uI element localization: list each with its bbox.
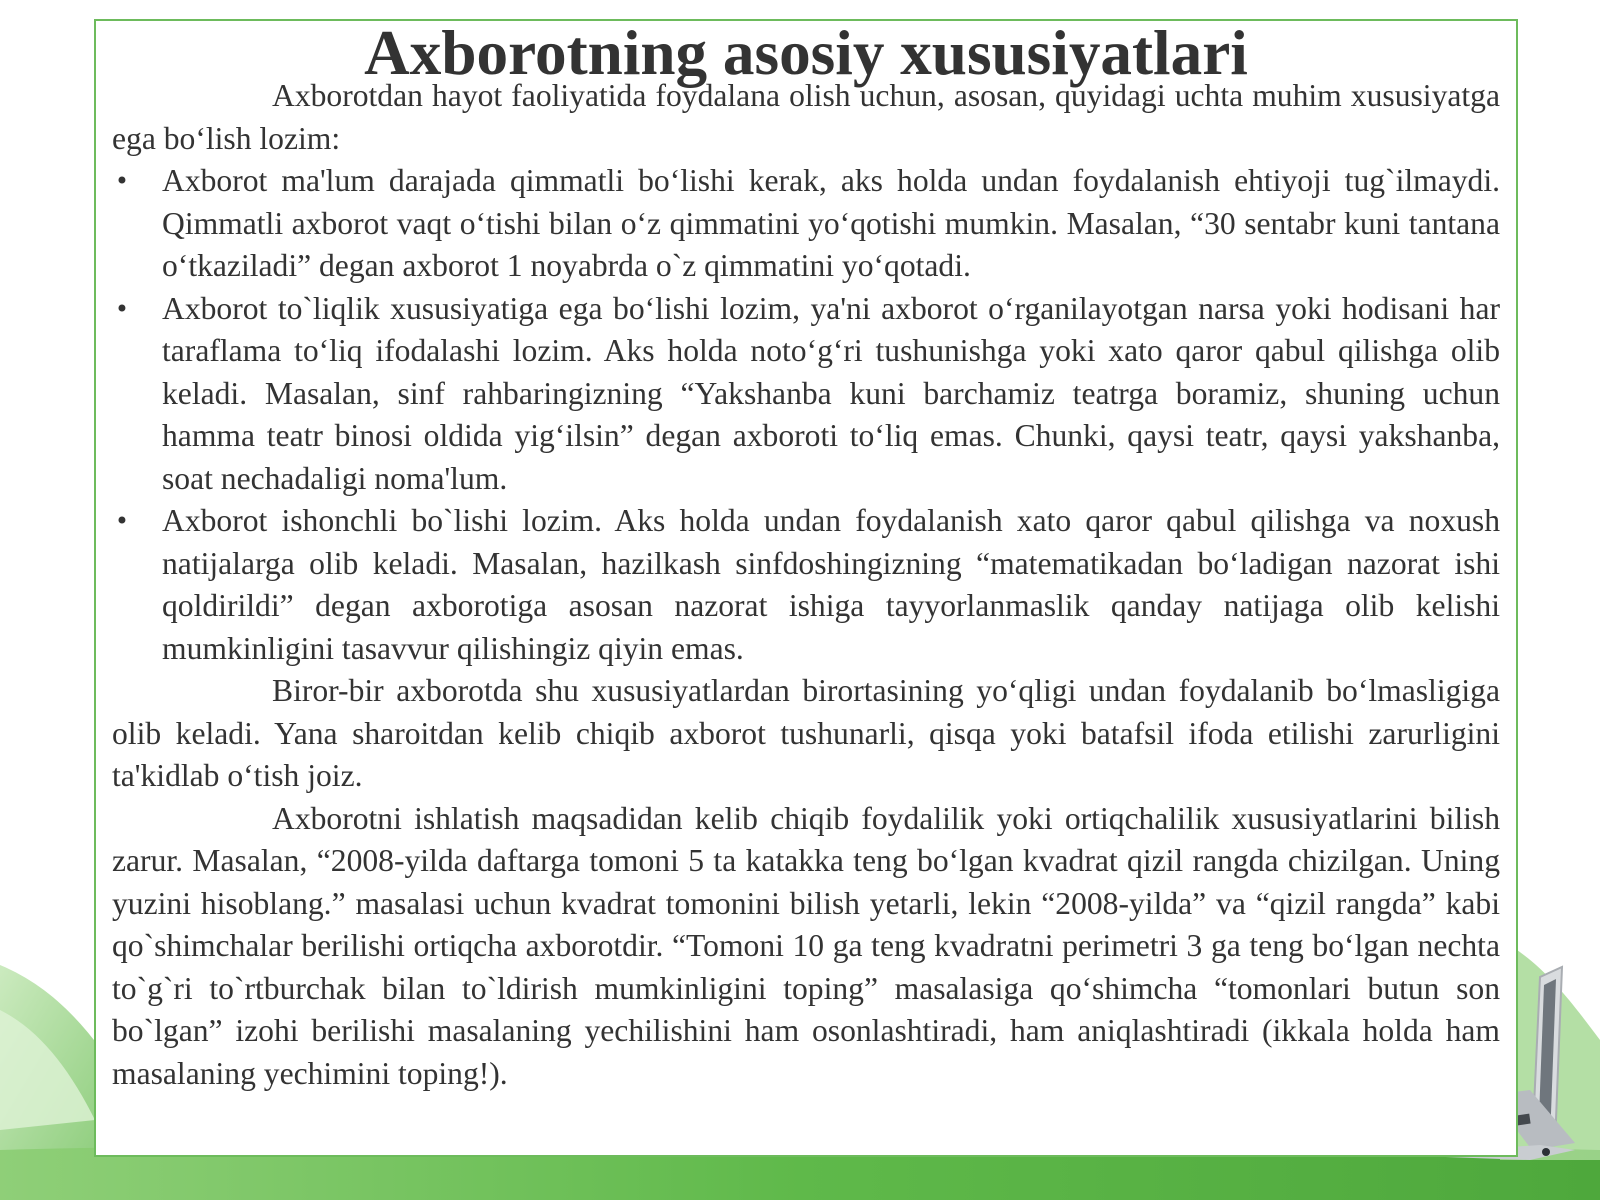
text-frame — [94, 19, 1518, 1157]
bullet-icon: • — [114, 294, 130, 323]
list-item — [112, 288, 1500, 501]
bullet-icon: • — [114, 507, 130, 535]
bullet-icon: • — [114, 167, 130, 195]
body-paragraph: Axborotni ishlatish maqsadidan kelib chiqib foydalilik yoki ortiqchalilik xususiyatlarini bilish zarur. Masalan, “2008-yilda daftarga tomoni 5 ta katakka teng bo‘lgan kvadrat qizil rangda chizilgan. Uning yuzini hisoblang.” masalasi uchun kvadrat tomonini bilish yetarli, lekin “2008-yilda” va “qizil rangda” kabi qo`shimchalar berilishi ortiqcha axborotdir. “Tomoni 10 ga teng kvadratni perimetri 3 ga teng bo‘lgan nechta to`g`ri to`rtburchak bilan to`ldirish mumkinligini toping” masalasiga qo‘shimcha “tomonlari butun son bo`lgan” izohi berilishi masalaning yechilishini ham osonlashtiradi, ham aniqlashtiradi (ikkala holda ham masalaning yechimini toping!). — [112, 800, 1500, 1091]
body-paragraph: Biror-bir axborotda shu xususiyatlardan birortasining yo‘qligi undan foydalanib bo‘lmasligiga olib keladi. Yana sharoitdan kelib chiqib axborot tushunarli, qisqa yoki batafsil ifoda etilishi zarurligini ta'kidlab o‘tish joiz. — [112, 673, 1500, 793]
property-list — [112, 160, 1500, 670]
intro-paragraph: Axborotdan hayot faoliyatida foydalana olish uchun, asosan, quyidagi uchta muhim xususiyatga ega bo‘lish lozim: — [112, 78, 1500, 156]
list-item-text: Axborot to`liqlik xususiyatiga ega bo‘lishi lozim, ya'ni axborot o‘rganilayotgan narsa yoki hodisani har taraflama to‘liq ifodalashi lozim. Aks holda noto‘g‘ri tushunishga yoki xato qaror qabul qilishga olib keladi. Masalan, sinf rahbaringizning “Yakshanba kuni barchamiz teatrga boramiz, shuning uchun hamma teatr binosi oldida yig‘ilsin” degan axboroti to‘liq emas. Chunki, qaysi teatr, qaysi yakshanba, soat nechadaligi noma'lum. — [162, 290, 1500, 496]
document-title: Axborotning asosiy xususiyatlari — [364, 18, 1248, 88]
list-item — [112, 500, 1500, 670]
list-item-text: Axborot ishonchli bo`lishi lozim. Aks holda undan foydalanish xato qaror qabul qilishga va noxush natijalarga olib keladi. Masalan, hazilkash sinfdoshingizning “matematikadan bo‘ladigan nazorat ishi qoldirildi” degan axborotiga asosan nazorat ishiga tayyorlanmaslik qanday natijaga olib kelishi mumkinligini tasavvur qilishingiz qiyin emas. — [162, 503, 1500, 666]
list-item — [112, 160, 1500, 288]
list-item-text: Axborot ma'lum darajada qimmatli bo‘lishi kerak, aks holda undan foydalanish ehtiyoji tug`ilmaydi. Qimmatli axborot vaqt o‘tishi bilan o‘z qimmatini yo‘qotishi mumkin. Masalan, “30 sentabr kuni tantana o‘tkaziladi” degan axborot 1 noyabrda o`z qimmatini yo‘qotadi. — [162, 163, 1500, 283]
